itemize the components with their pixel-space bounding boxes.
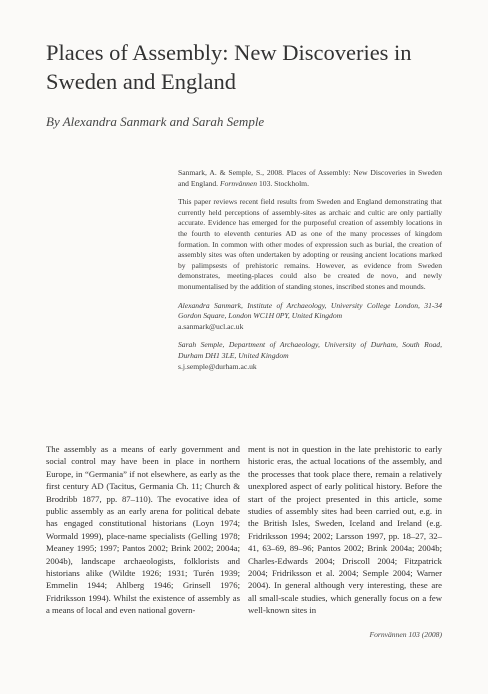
- page-footer: Fornvännen 103 (2008): [369, 630, 442, 639]
- abstract-text: This paper reviews recent field results from Sweden and England demonstrating that currently held perceptions of assembly-sites as archaic and cultic are only partially accurate. Evidence has emerged for the purposeful creation of assembly locations in the fourth to eleventh centuries AD as one of the many processes of kingdom formation. In common with other modes of expression such as burial, the creation of assembly sites was often undertaken by adopting or reusing ancient locations marked by palimpsests of prehistoric remains. However, as evidence from Sweden demonstrates, meeting-places could also be created de novo, and newly monumentalised by the addition of standing stones, inscribed stones and mounds.: [178, 197, 442, 291]
- affiliation-2: [178, 340, 442, 372]
- body-column-right: [248, 443, 442, 617]
- journal-name: Fornvännen: [219, 178, 258, 188]
- affiliation-address: Alexandra Sanmark, Institute of Archaeology, University College London, 31-34 Gordon Square, London WC1H 0PY, United Kingdom: [178, 300, 442, 321]
- body-paragraph: The assembly as a means of early government and social control may have been in place in northern Europe, in “Germania” if not elsewhere, as early as the first century AD (Tacitus, Germania Ch. 11; Church & Brodribb 1877, pp. 87–110). The evocative idea of public assembly as an early arena for political debate has engaged constitutional historians (Loyn 1974; Wormald 1999), place-name specialists (Gelling 1978; Meaney 1995; 1997; Pantos 2002; Brink 2002; 2004a; 2004b), landscape archaeologists, folklorists and historians alike (Wildte 1926; 1931; Turén 1939; Emmelin 1944; Ahlberg 1946; Grinsell 1976; Fridriksson 1994). Whilst the existence of assembly as a means of local and even national govern-: [46, 444, 240, 616]
- abstract-block: [178, 168, 442, 380]
- citation: [178, 168, 442, 189]
- citation-text: Sanmark, A. & Semple, S., 2008. Places of Assembly: New Discoveries in Sweden and England.: [178, 168, 442, 188]
- body-column-left: [46, 443, 240, 617]
- citation-volume: 103. Stockholm.: [257, 178, 309, 188]
- body-paragraph: ment is not in question in the late prehistoric to early historic eras, the actual locations of the assembly, and the processes that took place there, remain a relatively unexplored aspect of early political history. Before the start of the project presented in this article, some studies of assembly sites had been carried out, e.g. in the British Isles, Sweden, Iceland and Ireland (e.g. Fridriksson 1994; 2002; Larsson 1997, pp. 18–27, 32–41, 63–69, 89–96; Pantos 2002; Brink 2004a; 2004b; Charles-Edwards 2004; Driscoll 2004; Fitzpatrick 2004; Fridriksson et al. 2004; Semple 2004; Warner 2004). In general although very interesting, these are all small-scale studies, which generally focus on a few well-known sites in: [248, 444, 442, 616]
- affiliation-address: Sarah Semple, Department of Archaeology, University of Durham, South Road, Durham DH1 3LE, United Kingdom: [178, 340, 442, 360]
- affiliation-email[interactable]: a.sanmark@ucl.ac.uk: [178, 321, 244, 331]
- affiliation-email[interactable]: s.j.semple@durham.ac.uk: [178, 361, 257, 371]
- author-byline: By Alexandra Sanmark and Sarah Semple: [46, 114, 265, 129]
- affiliation-1: [178, 301, 442, 333]
- page-title: Places of Assembly: New Discoveries in Sweden and England: [46, 40, 412, 94]
- body-text: [46, 443, 442, 617]
